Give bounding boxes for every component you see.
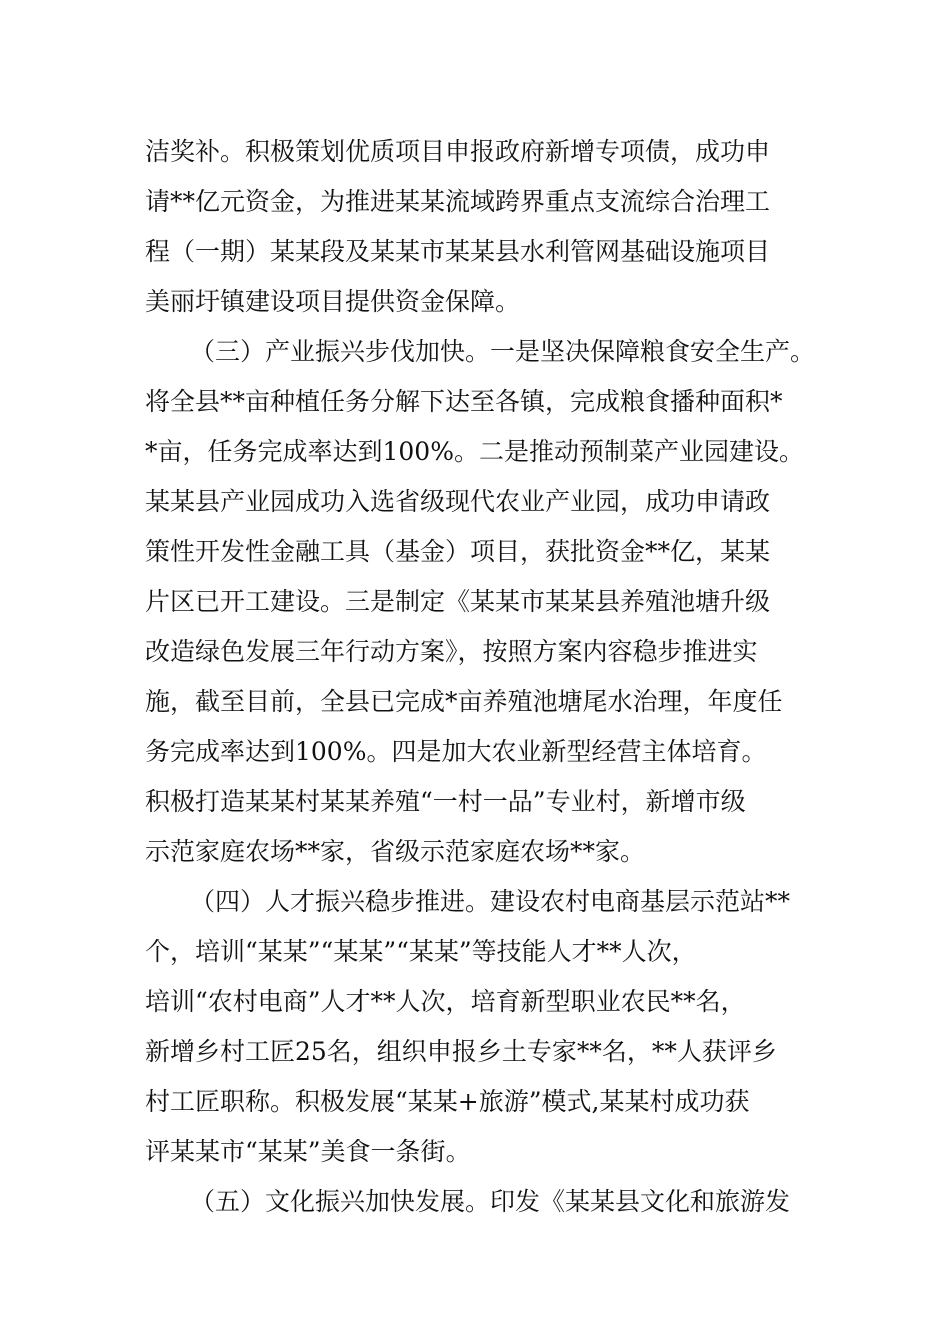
text-line-20: 村工匠职称。积极发展“某某+旅游”模式,某某村成功获: [145, 1087, 750, 1116]
text-line-18: 培训“农村电商”人才**人次，培育新型职业农民**名，: [145, 987, 746, 1016]
text-line-3: 程（一期）某某段及某某市某某县水利管网基础设施项目: [145, 237, 771, 266]
text-line-6: 将全县**亩种植任务分解下达至各镇，完成粮食播种面积*: [145, 387, 783, 416]
text-line-17: 个，培训“某某”“某某”“某某”等技能人才**人次，: [145, 937, 697, 966]
text-line-11: 改造绿色发展三年行动方案》，按照方案内容稳步推进实: [145, 637, 758, 666]
section-heading-4: （四）人才振兴稳步推进。建设农村电商基层示范站**: [190, 887, 791, 916]
text-line-4: 美丽圩镇建设项目提供资金保障。: [145, 287, 521, 316]
section-heading-5: （五）文化振兴加快发展。印发《某某县文化和旅游发: [190, 1187, 791, 1216]
text-line-9: 策性开发性金融工具（基金）项目，获批资金**亿，某某: [145, 537, 771, 566]
text-line-21: 评某某市“某某”美食一条街。: [145, 1137, 471, 1166]
text-line-12: 施，截至目前，全县已完成*亩养殖池塘尾水治理，年度任: [145, 687, 783, 716]
text-line-1: 洁奖补。积极策划优质项目申报政府新增专项债，成功申: [145, 137, 771, 166]
text-line-7: *亩，任务完成率达到100%。二是推动预制菜产业园建设。: [145, 437, 804, 466]
text-line-8: 某某县产业园成功入选省级现代农业产业园，成功申请政: [145, 487, 771, 516]
section-heading-3: （三）产业振兴步伐加快。一是坚决保障粮食安全生产。: [190, 337, 816, 366]
text-line-19: 新增乡村工匠25名，组织申报乡土专家**名，**人获评乡: [145, 1037, 777, 1066]
text-line-2: 请**亿元资金，为推进某某流域跨界重点支流综合治理工: [145, 187, 771, 216]
text-line-13: 务完成率达到100%。四是加大农业新型经营主体培育。: [145, 737, 767, 766]
text-line-10: 片区已开工建设。三是制定《某某市某某县养殖池塘升级: [145, 587, 771, 616]
text-line-15: 示范家庭农场**家，省级示范家庭农场**家。: [145, 837, 646, 866]
text-line-14: 积极打造某某村某某养殖“一村一品”专业村，新增市级: [145, 787, 746, 816]
